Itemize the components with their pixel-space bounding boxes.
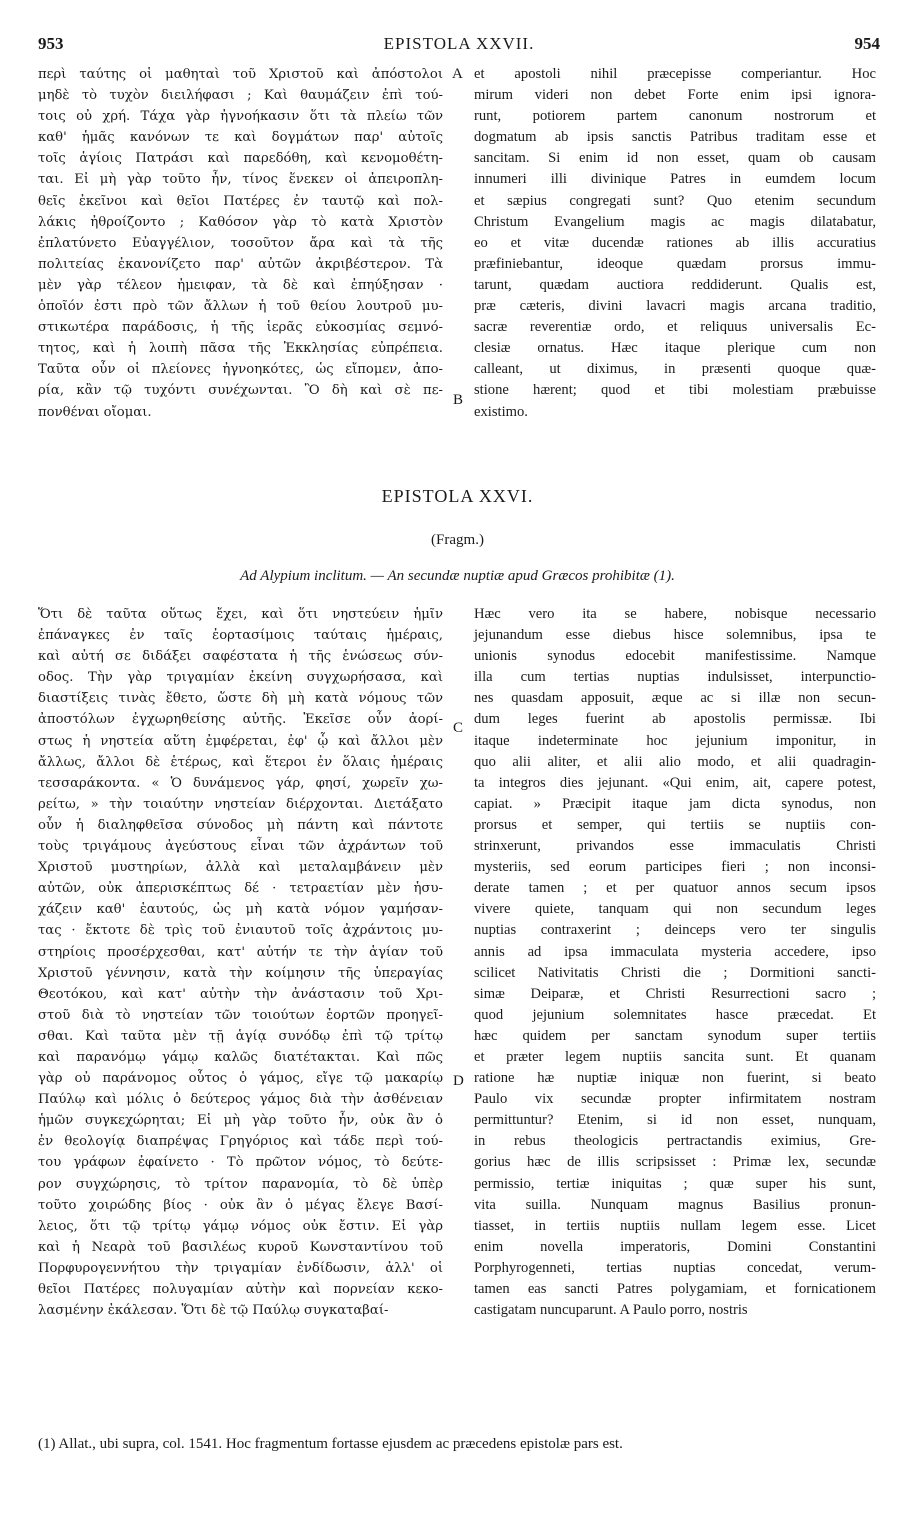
greek-text-line: αὐτῶν, οὐκ ἀπερισκέπτως δέ · τετραετίαν μὲν ἡσυ- xyxy=(38,881,443,897)
latin-text-line: scilicet Nativitatis Christi die ; Dormitioni sancti- xyxy=(474,964,876,981)
latin-text-line: calleant, ut diximus, in præsenti quoque quæ- xyxy=(474,361,876,378)
bottom-latin-column xyxy=(474,604,876,1321)
latin-text-line: et apostoli nihil præcepisse comperiantur. Hoc xyxy=(474,66,876,82)
latin-text-line: jejunandum esse diebus hisce solemnibus, ipsa te xyxy=(474,627,876,644)
margin-marker-b: B xyxy=(453,392,464,408)
greek-text-line: Ταῦτα οὖν οἱ πλείονες ἠγνοηκότες, ὡς εἴπομεν, ἀπο- xyxy=(38,362,443,378)
greek-text-line: τας · ἔκτοτε δὲ τρὶς τοῦ ἐνιαυτοῦ τοῖς ἀχράντοις μυ- xyxy=(38,923,443,939)
greek-text-line: Χριστοῦ γέννησιν, κατὰ τὴν κοίμησιν τῆς ὑπεραγίας xyxy=(38,965,443,981)
greek-text-line: μηδὲ τὸ τυχὸν διειλήφασι ; Καὶ θαυμάζειν ἐπὶ τού- xyxy=(38,88,443,104)
latin-text-line: capiat. » Præcipit itaque jam dicta synodus, non xyxy=(474,795,876,812)
greek-text-line: τοῖς ἁγίοις Πατράσι καὶ παρεδόθη, καὶ κενομοθέτη- xyxy=(38,151,443,167)
latin-text-line: vivere quiete, tanquam qui non secundum leges xyxy=(474,901,876,918)
latin-text-line: tarunt, quædam auctiora reddiderunt. Qualis est, xyxy=(474,276,876,293)
greek-text-line: του γράφων ἐφαίνετο · Τὸ πρῶτον νόμος, τὸ δεύτε- xyxy=(38,1155,443,1171)
latin-text-line: quo alii aliter, et alii alio modo, et alii quadragin- xyxy=(474,753,876,770)
latin-text-line: præfiniebantur, ideoque quædam prorsus immu- xyxy=(474,255,876,272)
latin-text-line: Hæc vero ita se habere, nobisque necessario xyxy=(474,606,876,622)
latin-text-line: vita suilla. Nunquam magnus Basilius pronun- xyxy=(474,1196,876,1213)
greek-text-line: καὶ ἡ Νεαρὰ τοῦ βασιλέως κυροῦ Κωνσταντίνου τοῦ xyxy=(38,1239,443,1255)
latin-text-line: dum leges fuerint ab apostolis permissæ. Ibi xyxy=(474,711,876,728)
greek-text-line: περὶ ταύτης οἱ μαθηταὶ τοῦ Χριστοῦ καὶ ἀπόστολοι xyxy=(38,67,443,82)
section-title: EPISTOLA XXVI. xyxy=(381,486,534,506)
greek-text-line: Θεοτόκου, καὶ κατ' αὐτὴν τὴν ἀνάστασιν τοῦ Χρι- xyxy=(38,986,443,1002)
latin-text-line: annis ad ipsa immaculata mysteria accedere, ipso xyxy=(474,943,876,960)
latin-text-line: castigatam nuncuparunt. A Paulo porro, nostris xyxy=(474,1302,748,1319)
greek-text-line: τοις οὐ χρή. Τάχα γὰρ ἠγνοήκασιν ὅτι τὰ πλείω τῶν xyxy=(38,109,443,125)
latin-text-line: tiasset, in tertiis nuptiis nullam legem esse. Licet xyxy=(474,1217,876,1234)
greek-text-line: ται. Εἰ μὴ γὰρ τοῦτο ἦν, τίνος ἕνεκεν οἱ ἀπειροπλη- xyxy=(38,172,443,188)
greek-text-line: ἐπλατύνετο Εὐαγγέλιον, τοσοῦτον ἄρα καὶ τὰ τῆς xyxy=(38,235,443,251)
greek-text-line: Παύλῳ καὶ μόλις ὁ δεύτερος γάμος διὰ τὴν ἀσθένειαν xyxy=(38,1092,443,1108)
latin-text-line: et sæpius congregati sunt? Quo etenim secundum xyxy=(474,192,876,209)
top-greek-column xyxy=(38,64,443,423)
greek-text-line: σθαι. Καὶ ταῦτα μὲν τῇ ἁγίᾳ συνόδῳ ἐπὶ τῷ τρίτῳ xyxy=(38,1028,443,1044)
latin-text-line: Porphyrogenneti, tertias nuptias concedat, verum- xyxy=(474,1259,876,1276)
greek-text-line: λασμένην ἐκάλεσαν. Ὅτι δὲ τῷ Παύλῳ συγκαταβαί- xyxy=(38,1303,389,1319)
latin-text-line: strinxerunt, privandos esse immaculatis Christi xyxy=(474,838,876,855)
greek-text-line: διαστίξεις τινὰς ἔθετο, ὥστε δὴ μὴ κατὰ νόμους τῶν xyxy=(38,691,443,707)
greek-text-line: καθ' ἡμᾶς κανόνων τε καὶ δογμάτων παρ' αὐτοῖς xyxy=(38,130,443,146)
greek-text-line: ρία, κἂν τῷ τυχόντι συνέχωνται. Ὃ δὴ καὶ σὲ πε- xyxy=(38,383,443,399)
greek-text-line: ρον συγχώρησις, τὸ τρίτον παρανομία, τὸ δὲ ὑπὲρ xyxy=(38,1176,443,1192)
greek-text-line: Ὅτι δὲ ταῦτα οὕτως ἔχει, καὶ ὅτι νηστεύειν ἡμῖν xyxy=(38,607,443,622)
greek-text-line: ἐν θεολογίᾳ διαπρέψας Γρηγόριος καὶ τάδε περὶ τού- xyxy=(38,1134,443,1150)
footnote: (1) Allat., ubi supra, col. 1541. Hoc fragmentum fortasse ejusdem ac præcedens epistolæ pars est. xyxy=(38,1436,623,1452)
running-title: EPISTOLA XXVII. xyxy=(383,34,535,53)
greek-text-line: χάζειν καθ' ἑαυτούς, ὡς μὴ κατὰ νόμον γαμήσαν- xyxy=(38,902,443,918)
greek-text-line: λειος, ὅτι τῷ τρίτῳ γάμῳ νόμος οὐκ ἔστιν. Εἰ γὰρ xyxy=(38,1218,443,1234)
greek-text-line: γὰρ οὐ παράνομος οὗτος ὁ γάμος, εἴγε τῷ μακαρίῳ xyxy=(38,1071,443,1087)
greek-text-line: τητος, καὶ ἡ λοιπὴ πᾶσα τῆς Ἐκκλησίας εὐπρέπεια. xyxy=(38,341,443,357)
latin-text-line: clesiæ ornatus. Hæc itaque plerique cum non xyxy=(474,340,876,357)
greek-text-line: ἐπάναγκες ἐν ταῖς ἑορτασίμοις ταύταις ἡμέραις, xyxy=(38,628,443,644)
greek-text-line: πονθέναι οἴομαι. xyxy=(38,404,152,420)
latin-text-line: Christum Evangelium magis ac magis dilatabatur, xyxy=(474,213,876,230)
greek-text-line: οὖν ἡ διαληφθεῖσα σύνοδος μὴ πάντη καὶ πάντοτε xyxy=(38,817,443,833)
latin-text-line: sancitam. Si enim id non esset, quam ob causam xyxy=(474,150,876,167)
greek-text-line: λάκις ἠθροίζοντο ; Καθόσον γὰρ τὸ κατὰ Χριστὸν xyxy=(38,214,443,230)
bottom-greek-column xyxy=(38,604,443,1321)
greek-text-line: στοῦ διὰ τὸ νηστείαν τῶν τοιούτων ἑορτῶν προηγεῖ- xyxy=(38,1007,443,1023)
greek-text-line: ἄλλως, ἄλλοι δὲ ἑτέρως, καὶ ἕτεροι ἐν ὅλαις ἡμέραις xyxy=(38,754,443,770)
latin-text-line: gorius hæc de illis scripsisset : Primæ lex, secundæ xyxy=(474,1154,876,1171)
latin-text-line: runt, potiorem partem canonum nostrorum et xyxy=(474,108,876,125)
greek-text-line: ἀποστόλων ἐγχωρηθείσης αὐτῆς. Ἐκεῖσε οὖν ἀορί- xyxy=(38,712,443,728)
margin-marker-a: A xyxy=(452,66,463,82)
latin-text-line: nuptias contraxerint ; deinceps vero ter singulis xyxy=(474,922,876,939)
latin-text-line: ratione hæ nuptiæ iniquæ non fuerint, si beato xyxy=(474,1070,876,1087)
running-head xyxy=(38,34,880,56)
latin-text-line: derate tamen ; et per quatuor annos secum ipsos xyxy=(474,880,876,897)
greek-text-line: τοὺς τριγάμους ἀγεύστους εἶναι τῶν ἀχράντων τοῦ xyxy=(38,839,443,855)
latin-text-line: eo et vitæ ducendæ rationes ab illis accuratius xyxy=(474,234,876,251)
latin-text-line: sacræ reverentiæ ordo, et reliquus universalis Ec- xyxy=(474,319,876,336)
latin-text-line: stione hærent; quod et tibi molestiam præbuisse xyxy=(474,382,876,399)
latin-text-line: Paulo vix secundæ propter infirmitatem nostram xyxy=(474,1091,876,1108)
latin-text-line: permittuntur? Etenim, si id non esset, nunquam, xyxy=(474,1112,876,1129)
latin-text-line: in rebus theologicis pertractandis eximius, Gre- xyxy=(474,1133,876,1150)
greek-text-line: ἡμῶν συγκεχώρηται; Εἰ μὴ γὰρ τοῦτο ἦν, οὐκ ἂν ὁ xyxy=(38,1113,443,1129)
page-number-right: 954 xyxy=(854,34,880,53)
greek-text-line: τοῦτο χοιρώδης βίος · οὐκ ἂν ὁ μέγας ἔλεγε Βασί- xyxy=(38,1197,443,1213)
top-latin-column xyxy=(474,64,876,423)
latin-text-line: prorsus et semper, qui tertiis se nuptiis con- xyxy=(474,816,876,833)
latin-text-line: illa cum tertias nuptias indulsisset, interpunctio- xyxy=(474,669,876,686)
latin-text-line: quod jejunium solemnitates hasce præcedat. Et xyxy=(474,1006,876,1023)
latin-text-line: mysteriis, sed eorum participes fieri ; non inconsi- xyxy=(474,859,876,876)
page-number-left: 953 xyxy=(38,34,64,53)
greek-text-line: στηρίοις προσέρχεσθαι, κατ' αὐτήν τε τὴν ἁγίαν τοῦ xyxy=(38,944,443,960)
greek-text-line: οδος. Τὴν γὰρ τριγαμίαν ἐκείνη συγχωρήσασα, καὶ xyxy=(38,670,443,686)
latin-text-line: permissio, tertiæ iniquitas ; quæ super his sunt, xyxy=(474,1175,876,1192)
greek-text-line: στως ἡ νηστεία αὕτη ἐμφέρεται, ἐφ' ᾧ καὶ ἄλλοι μὲν xyxy=(38,733,443,749)
latin-text-line: existimo. xyxy=(474,403,528,420)
latin-text-line: ta integros dies jejunant. «Qui enim, ait, capere potest, xyxy=(474,774,876,791)
latin-text-line: itaque indeterminate hoc jejunium imponitur, in xyxy=(474,732,876,749)
greek-text-line: θεῖοι Πατέρες πολυγαμίαν αὐτὴν καὶ πορνείαν κεκο- xyxy=(38,1282,443,1297)
greek-text-line: πολιτείας ἐκανονίζετο παρ' αὐτῶν ἀκριβέστερον. Τὰ xyxy=(38,256,443,272)
latin-text-line: mirum videri non debet Forte enim ipsi ignora- xyxy=(474,87,876,104)
latin-text-line: nes quasdam apposuit, æque ac si illæ non secun- xyxy=(474,690,876,707)
latin-text-line: præ cæteris, divini lavacri magis arcana traditio, xyxy=(474,298,876,315)
greek-text-line: καὶ παρανόμῳ γάμῳ καλῶς διατέτακται. Καὶ πῶς xyxy=(38,1049,443,1065)
latin-text-line: simæ Deiparæ, et Christi Resurrectioni sacro ; xyxy=(474,985,876,1002)
latin-text-line: hæc quidem per sanctam synodum super tertiis xyxy=(474,1027,876,1044)
section-heading: Ad Alypium inclitum. — An secundæ nuptiæ apud Græcos prohibitæ (1). xyxy=(240,568,675,584)
margin-marker-c: C xyxy=(453,720,464,736)
margin-marker-d: D xyxy=(453,1073,464,1089)
greek-text-line: καὶ αὐτή σε διδάξει σαφέστατα ἡ τῆς ἑνώσεως σύν- xyxy=(38,649,443,665)
greek-text-line: θεῖς ἐκεῖνοι καὶ θεῖοι Πατέρες ἐν ταυτῷ καὶ πολ- xyxy=(38,193,443,209)
greek-text-line: ὁποῖόν ἐστι πρὸ τῶν ἄλλων ἡ τοῦ θείου λουτροῦ μυ- xyxy=(38,299,443,315)
greek-text-line: ρείτω, » τὴν τοιαύτην νηστείαν διέρχονται. Διετάξατο xyxy=(38,796,443,812)
latin-text-line: dogmatum ab ipsis sanctis Patribus traditam esse et xyxy=(474,129,876,146)
greek-text-line: τεσσαράκοντα. « Ὁ δυνάμενος γάρ, φησί, χωρεῖν χω- xyxy=(38,775,443,791)
greek-text-line: μὲν γὰρ τέλεον ἠμειφαν, τὰ δὲ καὶ ἐπηύξησαν · xyxy=(38,277,443,293)
latin-text-line: enim novella imperatoris, Domini Constantini xyxy=(474,1238,876,1255)
latin-text-line: tamen eas sancti Patres polygamiam, et fornicationem xyxy=(474,1281,876,1297)
latin-text-line: et præter legem nuptiis sancita sunt. Et quanam xyxy=(474,1048,876,1065)
greek-text-line: στικωτέρα παράδοσις, ἡ τῆς ἱερᾶς εὐκοσμίας σεμνό- xyxy=(38,320,443,336)
greek-text-line: Χριστοῦ μυστηρίων, ἀλλὰ καὶ μεταλαμβάνειν μὲν xyxy=(38,860,443,876)
latin-text-line: unionis synodus edocebit manifestissime. Namque xyxy=(474,648,876,665)
greek-text-line: Πορφυρογεννήτου τὴν τριγαμίαν ἐνδίδωσιν, ἀλλ' οἱ xyxy=(38,1260,443,1276)
section-subtitle: (Fragm.) xyxy=(431,532,484,548)
latin-text-line: innumeri illi divinique Patres in eumdem locum xyxy=(474,171,876,188)
